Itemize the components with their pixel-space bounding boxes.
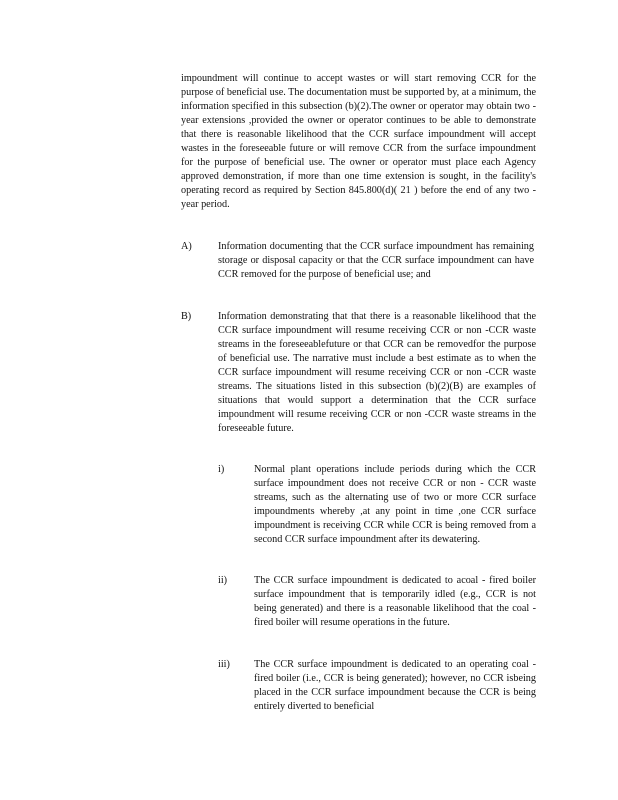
item-a-text: Information documenting that the CCR surface impoundment has remaining storage or disposal capacity or that the CCR surface impoundment can have CCR removed for the purpose of beneficial use; and bbox=[218, 241, 534, 280]
item-b-text: Information demonstrating that that there is a reasonable likelihood that the CCR surface impoundment will resume receiving CCR or non -CCR waste streams in the foreseeablefuture or that CCR can be removedfor the purpose of beneficial use. The narrative must include a best estimate as to when the CCR surface impoundment will resume receiving CCR or non -CCR waste streams. The situations listed in this subsection (b)(2)(B) are examples of situations that would support a determination that the CCR surface impoundment will resume receiving CCR or non -CCR waste streams in the foreseeable future. bbox=[218, 311, 536, 434]
subitem-ii-label: ii) bbox=[218, 575, 228, 586]
subitem-iii-text: The CCR surface impoundment is dedicated to an operating coal -fired boiler (i.e., CCR is being generated); however, no CCR isbeing placed in the CCR surface impoundment because the CCR is being entirely diverted to beneficial bbox=[254, 659, 536, 712]
subitem-iii-label: iii) bbox=[218, 659, 230, 670]
subitem-ii-text: The CCR surface impoundment is dedicated to acoal - fired boiler surface impoundment that is temporarily idled (e.g., CCR is not being generated) and there is a reasonable likelihood that the coal -fired boiler will resume operations in the future. bbox=[254, 575, 536, 628]
item-b-label: B) bbox=[181, 311, 192, 322]
intro-paragraph: impoundment will continue to accept wastes or will start removing CCR for the purpose of beneficial use. The documentation must be supported by, at a minimum, the information specified in this subsection (b)(2).The owner or operator may obtain two -year extensions ,provided the owner or operator continues to be able to demonstrate that there is reasonable likelihood that the CCR surface impoundment will accept wastes in the foreseeable future or will remove CCR from the surface impoundment for the purpose of beneficial use. The owner or operator must place each Agency approved demonstration, if more than one time extension is sought, in the facility's operating record as required by Section 845.800(d)( 21 ) before the end of any two - year period. bbox=[181, 73, 536, 210]
subitem-i-label: i) bbox=[218, 464, 225, 475]
item-a-label: A) bbox=[181, 241, 192, 252]
subitem-i-text: Normal plant operations include periods during which the CCR surface impoundment does not receive CCR or non - CCR waste streams, such as the alternating use of two or more CCR surface impoundments whereby ,at any point in time ,one CCR surface impoundment is receiving CCR while CCR is being removed from a second CCR surface impoundment after its dewatering. bbox=[254, 464, 536, 545]
